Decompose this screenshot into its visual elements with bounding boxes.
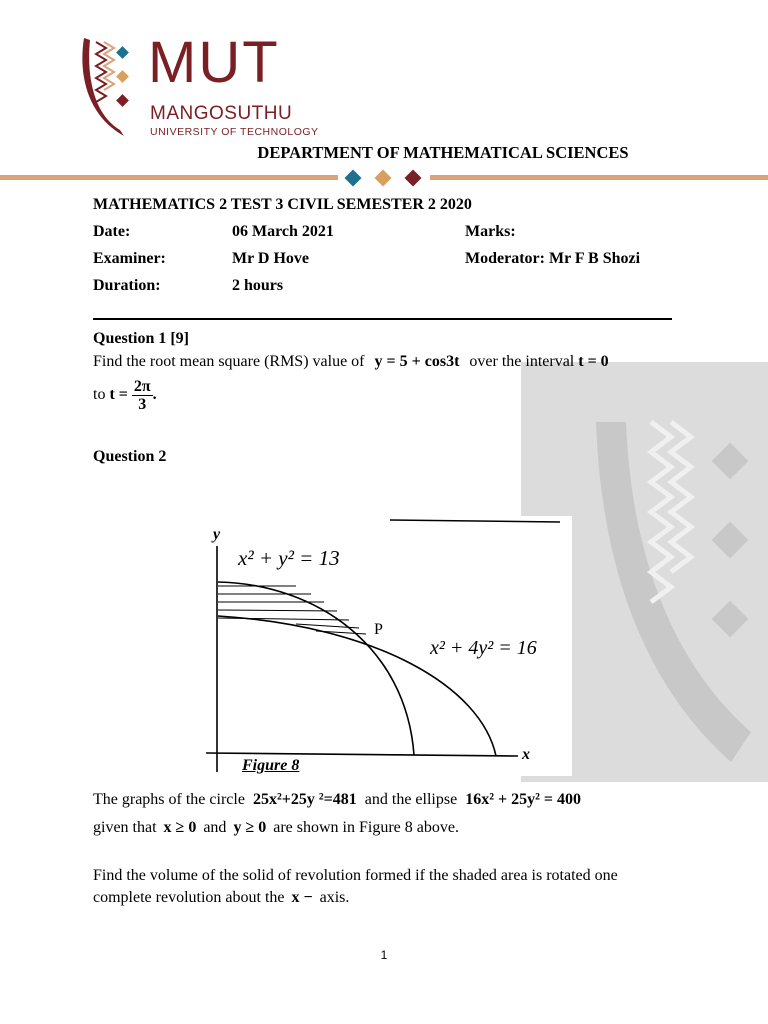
moderator: Moderator: Mr F B Shozi <box>465 250 641 267</box>
question1-end-fraction <box>132 378 153 413</box>
header-divider-right <box>430 175 768 180</box>
question1-line1 <box>93 351 678 373</box>
fraction-denominator: 3 <box>138 396 147 413</box>
question1-end-lhs: t = <box>109 386 128 404</box>
question2-p1-text-b: and the ellipse <box>364 791 458 808</box>
question2-paragraph2 <box>93 817 459 839</box>
question1-to: to <box>93 386 106 404</box>
figure-8 <box>196 516 572 776</box>
question1-text-b: over the interval <box>469 353 575 370</box>
page-number: 1 <box>380 948 388 962</box>
question2-paragraph3-line1: Find the volume of the solid of revolution formed if the shaded area is rotated one <box>93 867 618 884</box>
department-title: DEPARTMENT OF MATHEMATICAL SCIENCES <box>257 143 629 162</box>
figure-circle-label: x² + y² = 13 <box>238 546 340 570</box>
marks-label: Marks: <box>465 223 516 240</box>
question2-condition-y: y ≥ 0 <box>233 819 267 836</box>
figure-y-axis-label: y <box>213 526 221 543</box>
date-label: Date: <box>93 223 131 240</box>
test-title: MATHEMATICS 2 TEST 3 CIVIL SEMESTER 2 2020 <box>93 196 472 213</box>
question2-p2-text-c: are shown in Figure 8 above. <box>273 819 459 836</box>
question1-period: . <box>152 386 157 404</box>
figure-x-axis-label: x <box>522 746 530 763</box>
question1-heading: Question 1 [9] <box>93 330 189 347</box>
question2-p1-text-a: The graphs of the circle <box>93 791 245 808</box>
question2-heading: Question 2 <box>93 448 167 465</box>
question1-expression: y = 5 + cos3t <box>374 353 460 370</box>
question1-line2 <box>93 378 157 413</box>
figure-ellipse-label: x² + 4y² = 16 <box>430 637 537 659</box>
figure-caption: Figure 8 <box>242 757 300 774</box>
question2-p2-text-b: and <box>203 819 227 836</box>
question1-text-a: Find the root mean square (RMS) value of <box>93 353 365 370</box>
question1-start: t = 0 <box>578 353 609 370</box>
logo-subtitle: UNIVERSITY OF TECHNOLOGY <box>150 126 319 138</box>
question2-axis: x − <box>291 889 313 906</box>
divider-diamonds <box>340 168 428 188</box>
question2-condition-x: x ≥ 0 <box>163 819 197 836</box>
question2-p2-text-a: given that <box>93 819 157 836</box>
question2-ellipse-equation: 16x² + 25y² = 400 <box>465 791 582 808</box>
fraction-numerator: 2π <box>133 378 151 395</box>
logo-name: MANGOSUTHU <box>150 103 293 124</box>
examiner-value: Mr D Hove <box>232 250 310 267</box>
header-divider-left <box>0 175 338 180</box>
duration-value: 2 hours <box>232 277 284 294</box>
question2-paragraph1 <box>93 789 683 811</box>
logo-brand: MUT <box>148 30 280 95</box>
duration-label: Duration: <box>93 277 161 294</box>
question2-p3-text-b: axis. <box>319 889 350 906</box>
date-value: 06 March 2021 <box>232 223 334 240</box>
figure-point-label: P <box>374 621 383 638</box>
question2-paragraph3-line2 <box>93 887 349 909</box>
university-logo-emblem <box>76 36 138 138</box>
question2-circle-equation: 25x²+25y ²=481 <box>252 791 357 808</box>
examiner-label: Examiner: <box>93 250 166 267</box>
header-rule <box>93 318 672 320</box>
question2-p3-text-a: complete revolution about the <box>93 889 285 906</box>
